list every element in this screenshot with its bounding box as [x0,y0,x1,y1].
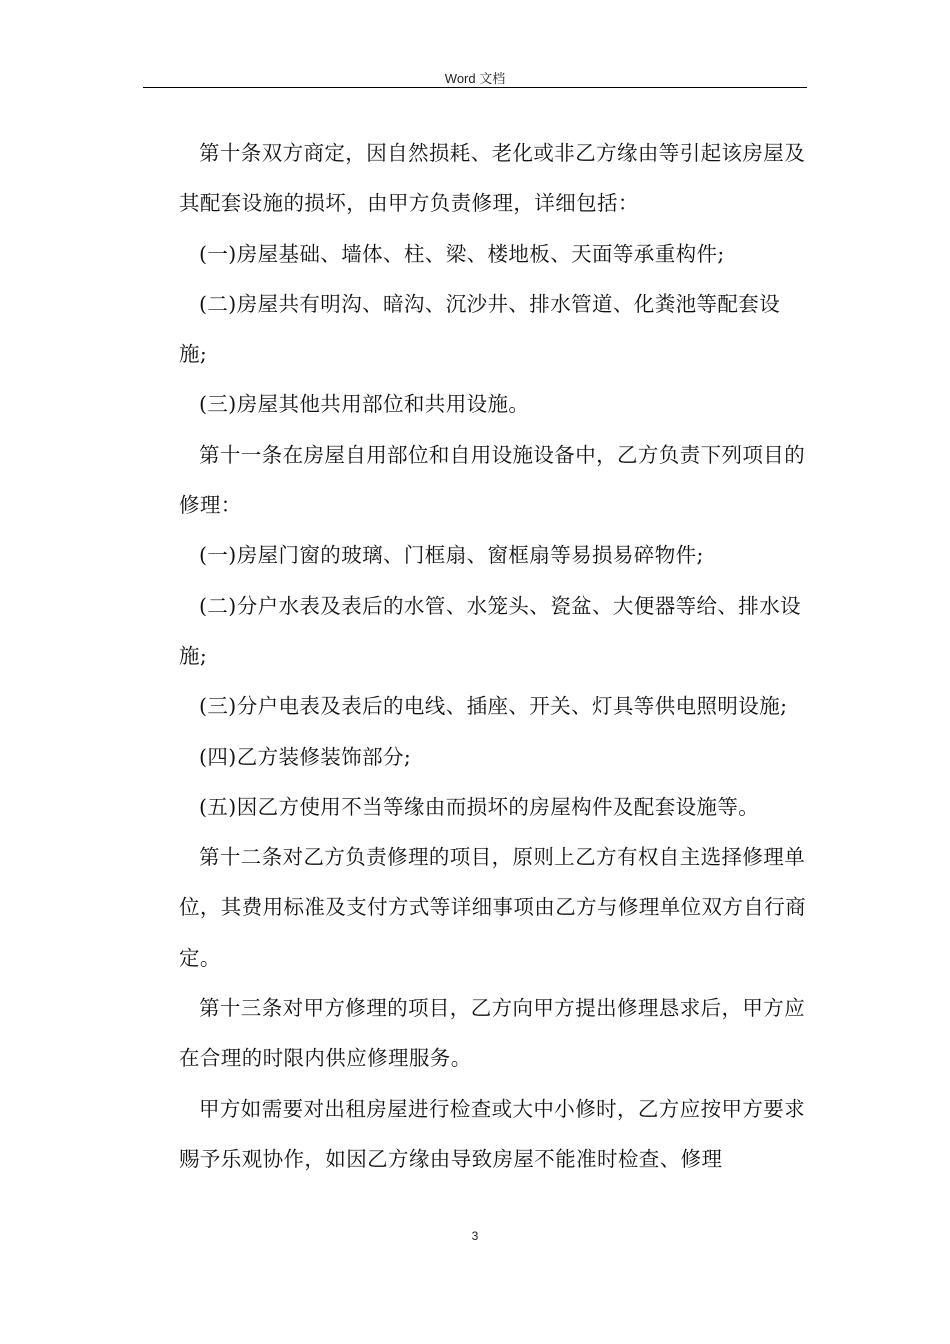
paragraph-article-11: 第十一条在房屋自用部位和自用设施设备中，乙方负责下列项目的修理： [179,442,806,518]
paragraph-article-12: 第十二条对乙方负责修理的项目，原则上乙方有权自主选择修理单位，其费用标准及支付方式等详细事项由乙方与修理单位双方自行商定。 [179,845,806,970]
document-body [179,128,807,1184]
paragraph-article-10-item-2: (二)房屋共有明沟、暗沟、沉沙井、排水管道、化粪池等配套设施; [179,291,781,367]
paragraph-inspection: 甲方如需要对出租房屋进行检查或大中小修时，乙方应按甲方要求赐予乐观协作，如因乙方缘由导致房屋不能准时检查、修理 [179,1096,806,1171]
paragraph-article-11-item-5: (五)因乙方使用不当等缘由而损坏的房屋构件及配套设施等。 [199,794,760,819]
paragraph-article-13: 第十三条对甲方修理的项目，乙方向甲方提出修理恳求后，甲方应在合理的时限内供应修理服务。 [179,996,806,1071]
paragraph-article-11-item-1: (一)房屋门窗的玻璃、门框扇、窗框扇等易损易碎物件; [199,543,704,568]
page-number: 3 [471,1229,479,1243]
paragraph-article-10-item-3: (三)房屋其他共用部位和共用设施。 [199,392,530,417]
paragraph-article-10-item-1: (一)房屋基础、墙体、柱、梁、楼地板、天面等承重构件; [199,241,725,266]
paragraph-article-10: 第十条双方商定，因自然损耗、老化或非乙方缘由等引起该房屋及其配套设施的损坏，由甲方负责修理，详细包括： [179,141,806,216]
paragraph-article-11-item-4: (四)乙方装修装饰部分; [199,744,412,769]
paragraph-article-11-item-3: (三)分户电表及表后的电线、插座、开关、灯具等供电照明设施; [199,694,788,719]
header-divider [143,87,807,88]
paragraph-article-11-item-2: (二)分户水表及表后的水管、水笼头、瓷盆、大便器等给、排水设施; [179,593,801,668]
page-header: Word 文档 [444,71,506,86]
